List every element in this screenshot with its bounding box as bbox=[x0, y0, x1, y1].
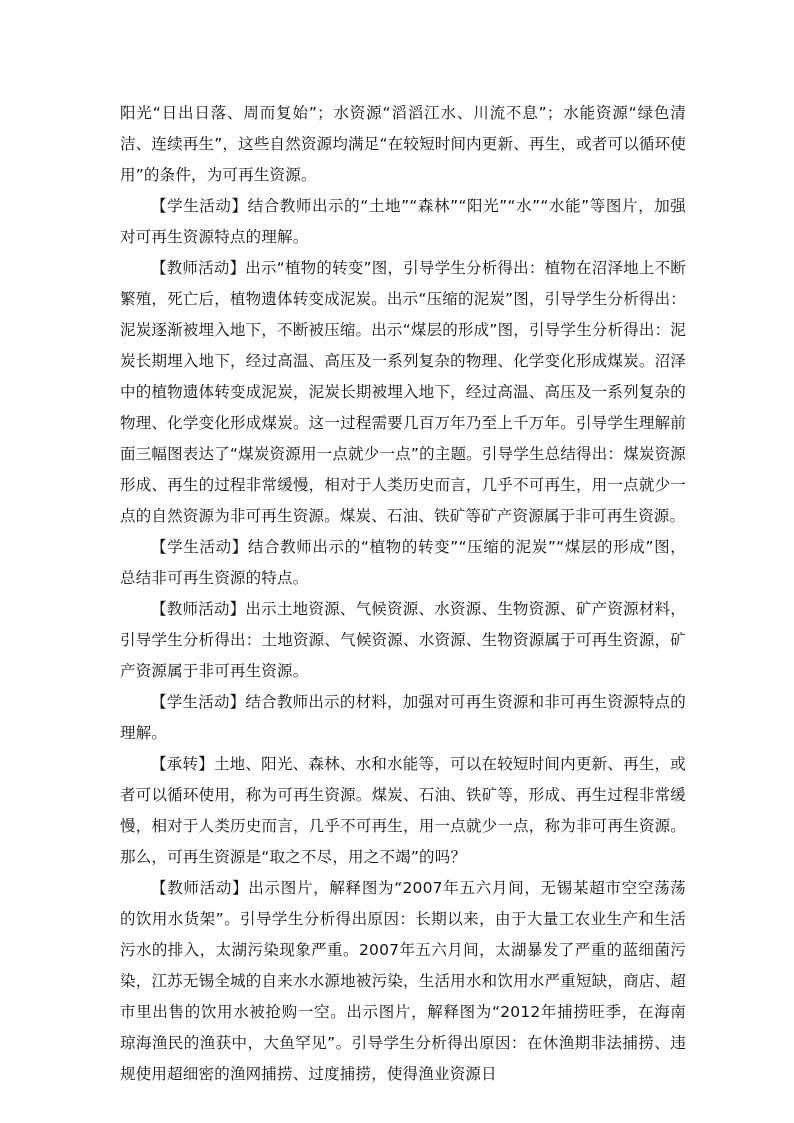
paragraph-teacher-activity-2: 【教师活动】出示土地资源、气候资源、水资源、生物资源、矿产资源材料，引导学生分析得出：土地资源、气候资源、水资源、生物资源属于可再生资源，矿产资源属于非可再生资源。 bbox=[120, 600, 686, 680]
paragraph-teacher-activity-1: 【教师活动】出示“植物的转变”图，引导学生分析得出：植物在沼泽地上不断繁殖，死亡后，植物遗体转变成泥炭。出示“压缩的泥炭”图，引导学生分析得出：泥炭逐渐被埋入地下，不断被压缩。出示“煤层的形成”图，引导学生分析得出：泥炭长期埋入地下，经过高温、高压及一系列复杂的物理、化学变化形成煤炭。沼泽中的植物遗体转变成泥炭，泥炭长期被埋入地下，经过高温、高压及一系列复杂的物理、化学变化形成煤炭。这一过程需要几百万年乃至上千万年。引导学生理解前面三幅图表达了“煤炭资源用一点就少一点”的主题。引导学生总结得出：煤炭资源形成、再生的过程非常缓慢，相对于人类历史而言，几乎不可再生，用一点就少一点的自然资源为非可再生资源。煤炭、石油、铁矿等矿产资源属于非可再生资源。 bbox=[120, 259, 686, 525]
paragraph-student-activity-3: 【学生活动】结合教师出示的材料，加强对可再生资源和非可再生资源特点的理解。 bbox=[120, 693, 686, 742]
paragraph-renewable-examples: 阳光“日出日落、周而复始”；水资源“滔滔江水、川流不息”；水能资源“绿色清洁、连续再生”，这些自然资源均满足“在较短时间内更新、再生，或者可以循环使用”的条件，为可再生资源。 bbox=[120, 104, 686, 184]
paragraph-transition: 【承转】土地、阳光、森林、水和水能等，可以在较短时间内更新、再生，或者可以循环使用，称为可再生资源。煤炭、石油、铁矿等，形成、再生过程非常缓慢，相对于人类历史而言，几乎不可再生，用一点就少一点，称为非可再生资源。那么，可再生资源是“取之不尽，用之不竭”的吗？ bbox=[120, 755, 686, 866]
paragraph-student-activity-1: 【学生活动】结合教师出示的“土地”“森林”“阳光”“水”“水能”等图片，加强对可再生资源特点的理解。 bbox=[120, 197, 686, 246]
paragraph-teacher-activity-3: 【教师活动】出示图片，解释图为“2007年五六月间，无锡某超市空空荡荡的饮用水货架”。引导学生分析得出原因：长期以来，由于大量工农业生产和生活污水的排入，太湖污染现象严重。2007年五六月间，太湖暴发了严重的蓝细菌污染，江苏无锡全城的自来水水源地被污染，生活用水和饮用水严重短缺，商店、超市里出售的饮用水被抢购一空。出示图片，解释图为“2012年捕捞旺季，在海南琼海渔民的渔获中，大鱼罕见”。引导学生分析得出原因：在休渔期非法捕捞、违规使用超细密的渔网捕捞、过度捕捞，使得渔业资源日 bbox=[120, 879, 686, 1083]
paragraph-student-activity-2: 【学生活动】结合教师出示的“植物的转变”“压缩的泥炭”“煤层的形成”图，总结非可再生资源的特点。 bbox=[120, 538, 686, 587]
